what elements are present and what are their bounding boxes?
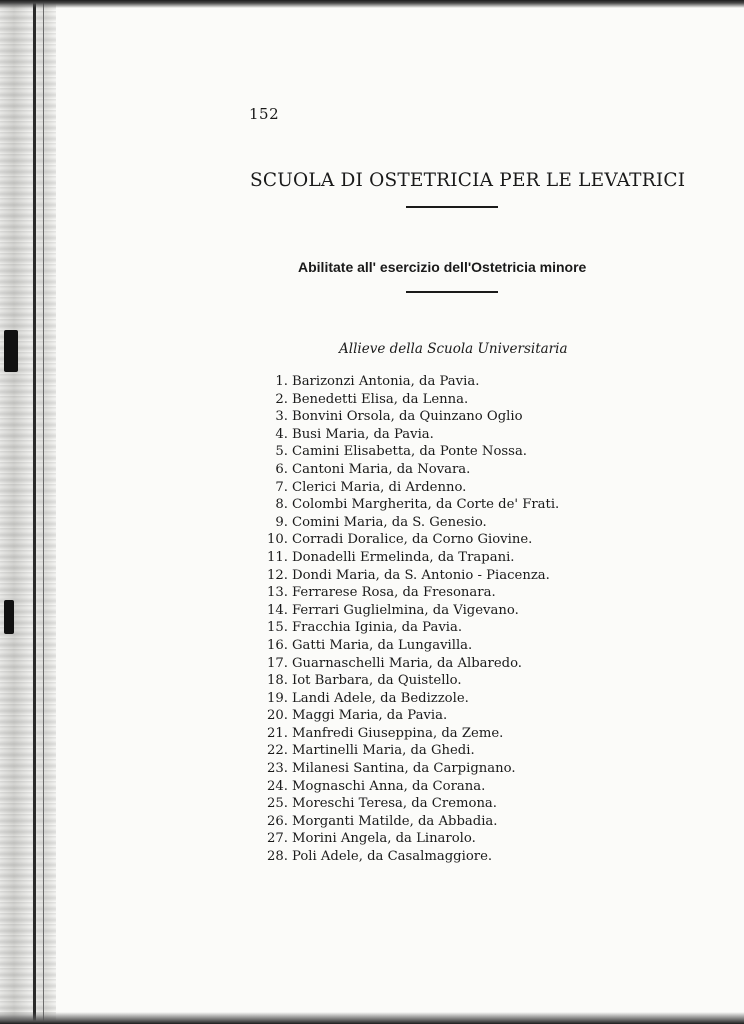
list-item-number: 5.: [275, 444, 288, 460]
list-item: [252, 514, 559, 532]
list-item: [252, 373, 559, 391]
list-item-number: 6.: [275, 461, 288, 477]
list-item-text: Morganti Matilde, da Abbadia.: [292, 813, 498, 829]
list-item-number: 1.: [275, 374, 288, 389]
list-item-number: 23.: [267, 761, 288, 777]
list-item-text: Milanesi Santina, da Carpignano.: [292, 761, 516, 777]
list-item-text: Dondi Maria, da S. Antonio - Piacenza.: [292, 567, 550, 583]
list-item-text: Comini Maria, da S. Genesio.: [292, 514, 487, 530]
list-item-number: 11.: [267, 549, 288, 565]
list-item-text: Camini Elisabetta, da Ponte Nossa.: [292, 444, 527, 460]
title-divider: [406, 206, 498, 208]
list-item: [252, 725, 559, 743]
list-item-number: 7.: [275, 479, 288, 495]
list-item-text: Donadelli Ermelinda, da Trapani.: [292, 549, 515, 565]
list-item: [252, 426, 559, 444]
list-item: [252, 778, 559, 796]
list-item: [252, 742, 559, 760]
list-item-text: Ferrari Guglielmina, da Vigevano.: [292, 602, 519, 618]
list-item-number: 28.: [267, 849, 288, 865]
list-item-text: Ferrarese Rosa, da Fresonara.: [292, 585, 496, 601]
list-item-text: Landi Adele, da Bedizzole.: [292, 690, 469, 706]
page-title: SCUOLA DI OSTETRICIA PER LE LEVATRICI: [250, 170, 686, 191]
list-item-text: Guarnaschelli Maria, da Albaredo.: [292, 655, 522, 671]
list-item: [252, 443, 559, 461]
list-item: [252, 655, 559, 673]
list-item: [252, 795, 559, 813]
list-item-text: Bonvini Orsola, da Quinzano Oglio: [292, 409, 523, 425]
list-item-number: 27.: [267, 831, 288, 847]
list-item: [252, 707, 559, 725]
list-item-number: 12.: [267, 567, 288, 583]
list-item-number: 20.: [267, 708, 288, 724]
top-page-edge: [0, 0, 744, 8]
list-item-number: 26.: [267, 813, 288, 829]
list-item: [252, 619, 559, 637]
binding-shadow-line: [33, 0, 36, 1024]
list-item-number: 24.: [267, 778, 288, 794]
binding-mark: [4, 330, 18, 372]
list-item-text: Barizonzi Antonia, da Pavia.: [292, 374, 480, 389]
list-item: [252, 584, 559, 602]
list-item-number: 4.: [275, 426, 288, 442]
list-item-text: Gatti Maria, da Lungavilla.: [292, 637, 473, 653]
book-binding-edge: [0, 0, 56, 1024]
list-item: [252, 391, 559, 409]
list-item-number: 21.: [267, 725, 288, 741]
bottom-page-edge: [0, 1012, 744, 1024]
list-item-text: Poli Adele, da Casalmaggiore.: [292, 849, 493, 865]
list-item-number: 18.: [267, 673, 288, 689]
list-item-text: Busi Maria, da Pavia.: [292, 426, 434, 442]
list-item-text: Clerici Maria, di Ardenno.: [292, 479, 467, 495]
binding-mark: [4, 600, 14, 634]
list-item-text: Maggi Maria, da Pavia.: [292, 708, 448, 724]
list-item: [252, 602, 559, 620]
student-list: [252, 373, 559, 866]
list-item-number: 19.: [267, 690, 288, 706]
list-item: [252, 496, 559, 514]
binding-shadow-line-thin: [43, 0, 44, 1024]
list-item-number: 25.: [267, 796, 288, 812]
list-item-number: 10.: [267, 532, 288, 548]
list-item-text: Morini Angela, da Linarolo.: [292, 831, 476, 847]
list-item-text: Fracchia Iginia, da Pavia.: [292, 620, 463, 636]
list-item-text: Moreschi Teresa, da Cremona.: [292, 796, 497, 812]
list-item: [252, 690, 559, 708]
list-item: [252, 760, 559, 778]
list-item-number: 9.: [275, 514, 288, 530]
list-item-number: 8.: [275, 497, 288, 513]
list-item-text: Corradi Doralice, da Corno Giovine.: [292, 532, 533, 548]
list-item-text: Manfredi Giuseppina, da Zeme.: [292, 725, 504, 741]
list-item-number: 3.: [275, 409, 288, 425]
list-item-text: Iot Barbara, da Quistello.: [292, 673, 462, 689]
list-item: [252, 549, 559, 567]
list-item: [252, 408, 559, 426]
list-item-text: Colombi Margherita, da Corte de' Frati.: [292, 497, 560, 513]
list-item: [252, 672, 559, 690]
list-item-number: 15.: [267, 620, 288, 636]
list-item: [252, 813, 559, 831]
subtitle-divider: [406, 291, 498, 293]
list-item-text: Benedetti Elisa, da Lenna.: [292, 391, 469, 407]
list-item: [252, 461, 559, 479]
list-item-number: 14.: [267, 602, 288, 618]
list-item-text: Cantoni Maria, da Novara.: [292, 461, 471, 477]
list-item-number: 17.: [267, 655, 288, 671]
list-item-text: Mognaschi Anna, da Corana.: [292, 778, 486, 794]
list-item: [252, 567, 559, 585]
list-item: [252, 531, 559, 549]
list-item: [252, 479, 559, 497]
list-item-number: 16.: [267, 637, 288, 653]
list-item-text: Martinelli Maria, da Ghedi.: [292, 743, 475, 759]
list-item: [252, 848, 559, 866]
page-number: 152: [249, 105, 280, 123]
list-item: [252, 637, 559, 655]
list-item-number: 22.: [267, 743, 288, 759]
section-title: Allieve della Scuola Universitaria: [339, 341, 568, 357]
list-item: [252, 830, 559, 848]
list-item-number: 2.: [275, 391, 288, 407]
list-item-number: 13.: [267, 585, 288, 601]
subtitle: Abilitate all' esercizio dell'Ostetricia minore: [298, 259, 587, 275]
